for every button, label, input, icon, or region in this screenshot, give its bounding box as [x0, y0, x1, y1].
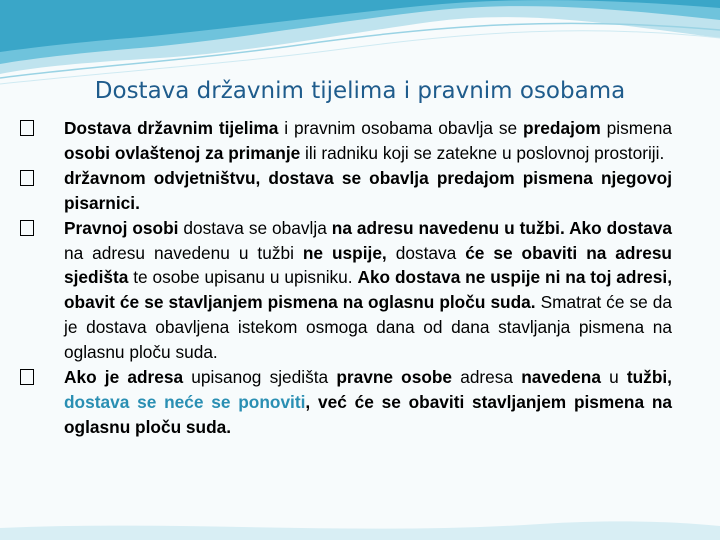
slide-content	[20, 116, 672, 440]
footer-wave-decoration	[0, 510, 720, 540]
paragraph-text-run: državnom odvjetništvu, dostava se obavlja predajom pismena njegovoj pisarnici.	[64, 167, 672, 213]
square-bullet-icon	[20, 170, 34, 186]
paragraph-text-run: u	[600, 367, 627, 388]
bullet-paragraph	[20, 116, 672, 166]
paragraph-text-run: Pravnoj osobi	[64, 217, 179, 238]
paragraph-text-run: će se obaviti na adresu sjedišta	[64, 242, 672, 288]
paragraph-text-run: Dostava državnim tijelima	[64, 118, 279, 138]
paragraph-text-run: upisanog sjedišta	[183, 367, 337, 388]
paragraph-text-run: dostava	[386, 242, 466, 263]
bullet-paragraph	[20, 216, 672, 365]
paragraph-text-run: na adresu navedenu u tužbi. Ako dostava	[331, 217, 672, 238]
square-bullet-icon	[20, 369, 34, 385]
paragraph-text-run: adresa	[452, 367, 522, 388]
paragraph-text-run: pismena	[600, 118, 672, 138]
paragraph-text-run: Ako je adresa	[64, 367, 184, 388]
paragraph-text-run: osobi ovlaštenoj za primanje	[64, 142, 301, 163]
paragraph-text-run: dostava se obavlja	[178, 217, 332, 238]
paragraph-text-run: Smatrat će se da je dostava obavljena istekom osmoga dana od dana stavljanja pismena na oglasnu ploču suda.	[64, 292, 673, 363]
bullet-paragraph	[20, 166, 672, 216]
paragraph-text-run: , već će se obaviti stavljanjem pismena na oglasnu ploču suda.	[64, 391, 672, 437]
paragraph-text-run: dostava se neće se ponoviti	[64, 391, 306, 412]
paragraph-text-run: ne uspije,	[302, 242, 387, 263]
slide-title: Dostava državnim tijelima i pravnim osobama	[94, 78, 626, 105]
bullet-paragraph	[20, 365, 672, 440]
paragraph-text-run: navedena	[521, 367, 601, 388]
paragraph-text-run: i pravnim osobama obavlja se	[278, 118, 524, 138]
paragraph-text-run: pravne osobe	[336, 367, 453, 388]
paragraph-text-run: te osobe upisanu u upisniku.	[128, 267, 358, 288]
square-bullet-icon	[20, 120, 34, 136]
paragraph-text-run: na adresu navedenu u tužbi	[64, 242, 303, 263]
paragraph-text-run: predajom	[523, 118, 601, 138]
paragraph-text-run: ili radniku koji se zatekne u poslovnoj prostoriji.	[300, 142, 665, 163]
square-bullet-icon	[20, 220, 34, 236]
paragraph-text-run: Ako dostava ne uspije ni na toj adresi, obavit će se stavljanjem pismena na oglasnu ploču suda.	[64, 267, 673, 313]
paragraph-text-run: tužbi,	[626, 367, 672, 388]
